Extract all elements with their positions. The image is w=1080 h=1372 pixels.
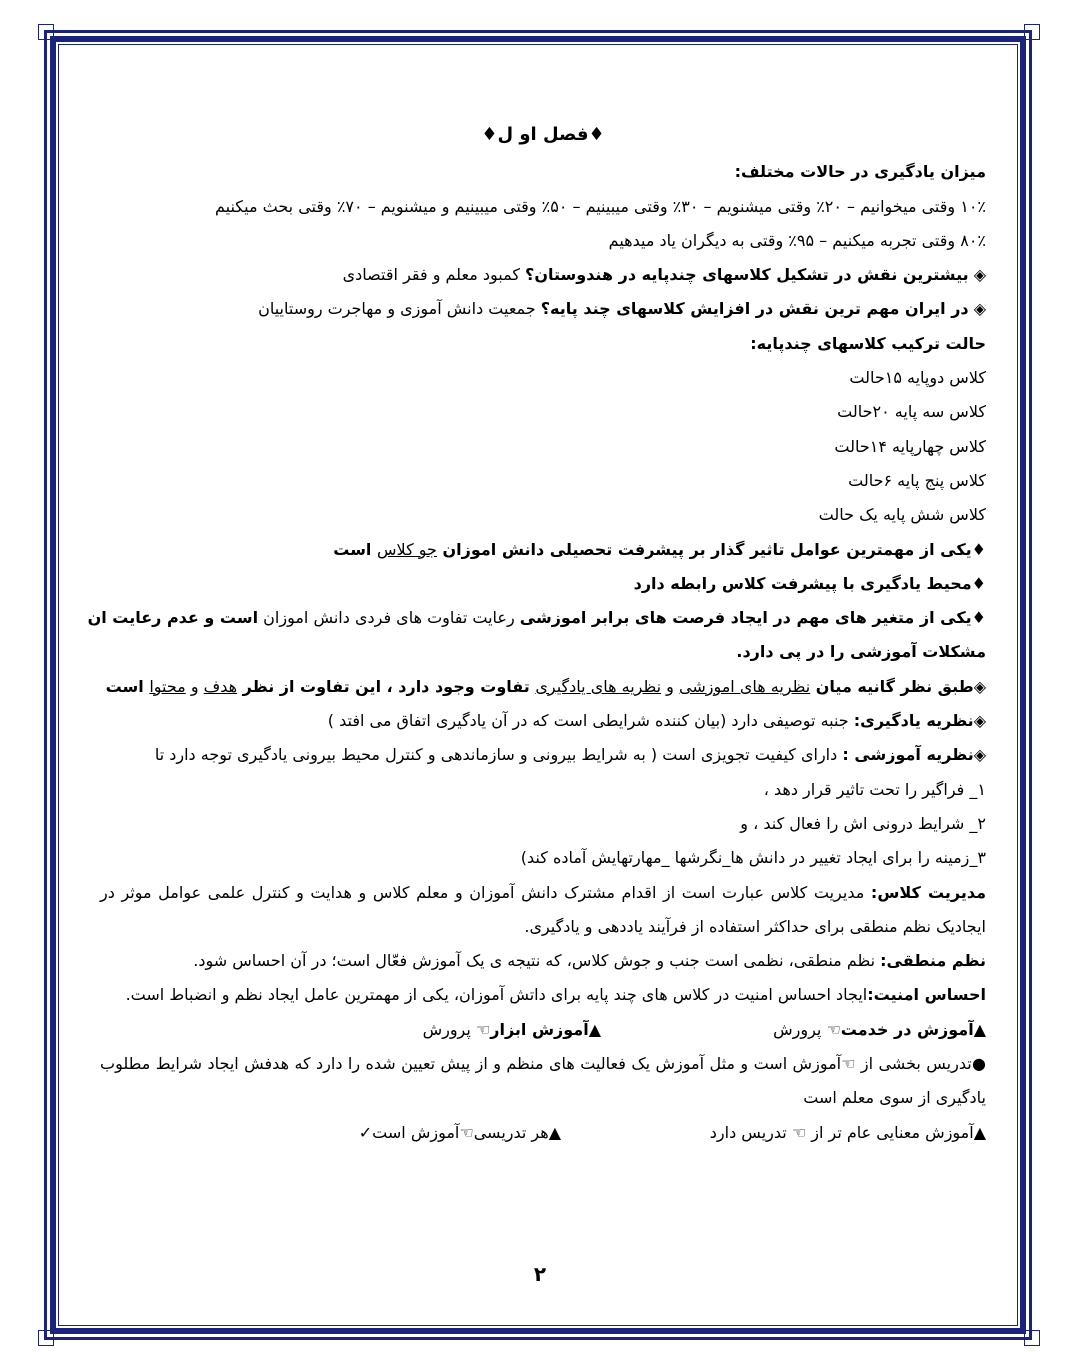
text: ◈طبق نظر گانیه میان (810, 676, 986, 696)
underlined-term: نظریه های یادگیری (535, 676, 662, 696)
column (366, 1013, 751, 1047)
text: و (185, 676, 204, 696)
term: ▲آموزش ابزار (490, 1019, 601, 1039)
list-item: کلاس دوپایه ۱۵حالت (849, 368, 986, 388)
page-number: ۲ (533, 1262, 547, 1286)
answer-text: کمبود معلم و فقر اقتصادی (342, 265, 526, 285)
paragraph-instruction-theory (100, 738, 986, 772)
term: ▲آموزش در خدمت (840, 1019, 986, 1039)
paragraph-class-management (100, 876, 986, 945)
text: ♦یکی از مهمترین عوامل تاثیر گذار بر پیشرفت تحصیلی دانش اموزان (436, 539, 986, 559)
term: ◈نظریه آموزشی : (842, 745, 986, 765)
composition-heading: حالت ترکیب کلاسهای چندپایه: (750, 333, 986, 353)
list-item: ۲_ شرایط درونی اش را فعال کند ، و (740, 813, 986, 833)
bullet-icon: ◈ (968, 265, 986, 285)
term: احساس امنیت: (867, 985, 986, 1005)
paragraph-equal-opportunity (87, 601, 986, 635)
list-item: ۳_زمینه را برای ایجاد تغییر در دانش ها_نگرشها _مهارتهایش آماده کند) (520, 848, 986, 868)
paragraph-learning-environment: ♦محیط یادگیری با پیشرفت کلاس رابطه دارد (633, 573, 986, 593)
list-item: کلاس پنج پایه ۶حالت (848, 470, 986, 490)
question-india (100, 258, 986, 292)
list-item: کلاس شش پایه یک حالت (818, 505, 986, 525)
column: ▲هر تدریسی☜آموزش است✓ (358, 1122, 561, 1142)
term: ◈نظریه یادگیری: (853, 711, 986, 731)
paragraph-learning-theory (100, 704, 986, 738)
underlined-term: جو کلاس (376, 539, 437, 559)
text: تفاوت وجود دارد ، این تفاوت از نظر (237, 676, 536, 696)
text: ☜ پرورش (773, 1019, 841, 1039)
border-corner (38, 24, 54, 40)
underlined-term: محتوا (149, 676, 186, 696)
underlined-term: نظریه های اموزشی (678, 676, 811, 696)
list-item: کلاس چهارپایه ۱۴حالت (834, 436, 986, 456)
definition: جنبه توصیفی دارد (بیان کننده شرایطی است که در آن یادگیری اتفاق می افتد ) (327, 711, 854, 731)
list-item: کلاس سه پایه ۲۰حالت (837, 402, 986, 422)
definition: ایجاد احساس امنیت در کلاس های چند پایه برای داتش آموزان، یکی از مهمترین عامل ایجاد نظم و انضباط است. (125, 985, 868, 1005)
term: مدیریت کلاس: (870, 882, 986, 902)
rates-line: ۱۰٪ وقتی میخوانیم – ۲۰٪ وقتی میشنویم – ۳۰٪ وقتی میبینیم – ۵۰٪ وقتی میبینیم و میشنویم – ۷۰٪ وقتی بحث میکنیم (215, 196, 986, 216)
rates-line: ۸۰٪ وقتی تجربه میکنیم – ۹۵٪ وقتی به دیگران یاد میدهیم (608, 230, 986, 250)
document-body (87, 118, 986, 1150)
border-corner (1024, 1330, 1040, 1346)
bullet-icon: ◈ (968, 299, 986, 319)
answer-text: جمعیت دانش آموزی و مهاجرت روستاییان (258, 299, 541, 319)
chapter-title: ♦فصل او ل♦ (481, 124, 605, 145)
text: رعایت تفاوت های فردی دانش اموزان (258, 608, 520, 628)
definition: دارای کیفیت تجویزی است ( به شرایط بیرونی و سازماندهی و کنترل محیط بیرونی یادگیری توجه دارد تا (154, 745, 843, 765)
list-item: ۱_ فراگیر را تحت تاثیر قرار دهد ، (763, 779, 986, 799)
paragraph-logical-order (100, 944, 986, 978)
text: ♦یکی از متغیر های مهم در ایجاد فرصت های برابر اموزشی (519, 608, 986, 628)
column: ▲آموزش معنایی عام تر از ☜ تدریس دارد (709, 1122, 986, 1142)
paragraph-teaching: ●تدریس بخشی از ☜آموزش است و مثل آموزش یک فعالیت های منظم و از پیش تعیین شده را دارد که هدفش ایجاد شرایط مطلوب یادگیری از سوی معلم است (100, 1054, 986, 1108)
column (751, 1013, 986, 1047)
definition: نظم منطقی، نظمی است جنب و جوش کلاس، که نتیجه ی یک آموزش فعّال است؛ در آن احساس شود. (193, 951, 881, 971)
border-corner (1024, 24, 1040, 40)
text: است و عدم رعایت ان (87, 608, 259, 628)
text: است (105, 676, 150, 696)
question-text: در ایران مهم ترین نقش در افزایش کلاسهای چند پایه؟ (540, 299, 969, 319)
paragraph-sense-of-security (100, 978, 986, 1012)
education-serves-row (100, 1013, 986, 1047)
text: است (333, 539, 377, 559)
definition: مدیریت کلاس عبارت است از اقدام مشترک دانش آموزان و معلم کلاس و هدایت و کنترل علمی عوامل موثر در ایجادیک نظم منطقی برای حداکثر استفاده از فرآیند یاددهی و یادگیری. (100, 882, 986, 936)
rates-heading: میزان یادگیری در حالات مختلف: (734, 162, 986, 182)
text: ☜ پرورش (422, 1019, 491, 1039)
teaching-vs-education-row (100, 1116, 986, 1150)
border-corner (38, 1330, 54, 1346)
paragraph-gagne (100, 670, 986, 704)
question-text: بیشترین نقش در تشکیل کلاسهای چندپایه در هندوستان؟ (525, 265, 969, 285)
text: و (661, 676, 679, 696)
paragraph-class-climate (100, 533, 986, 567)
paragraph-equal-opportunity-cont: مشکلات آموزشی را در پی دارد. (736, 642, 986, 662)
underlined-term: هدف (203, 676, 238, 696)
term: نظم منطقی: (880, 951, 986, 971)
question-iran (100, 292, 986, 326)
